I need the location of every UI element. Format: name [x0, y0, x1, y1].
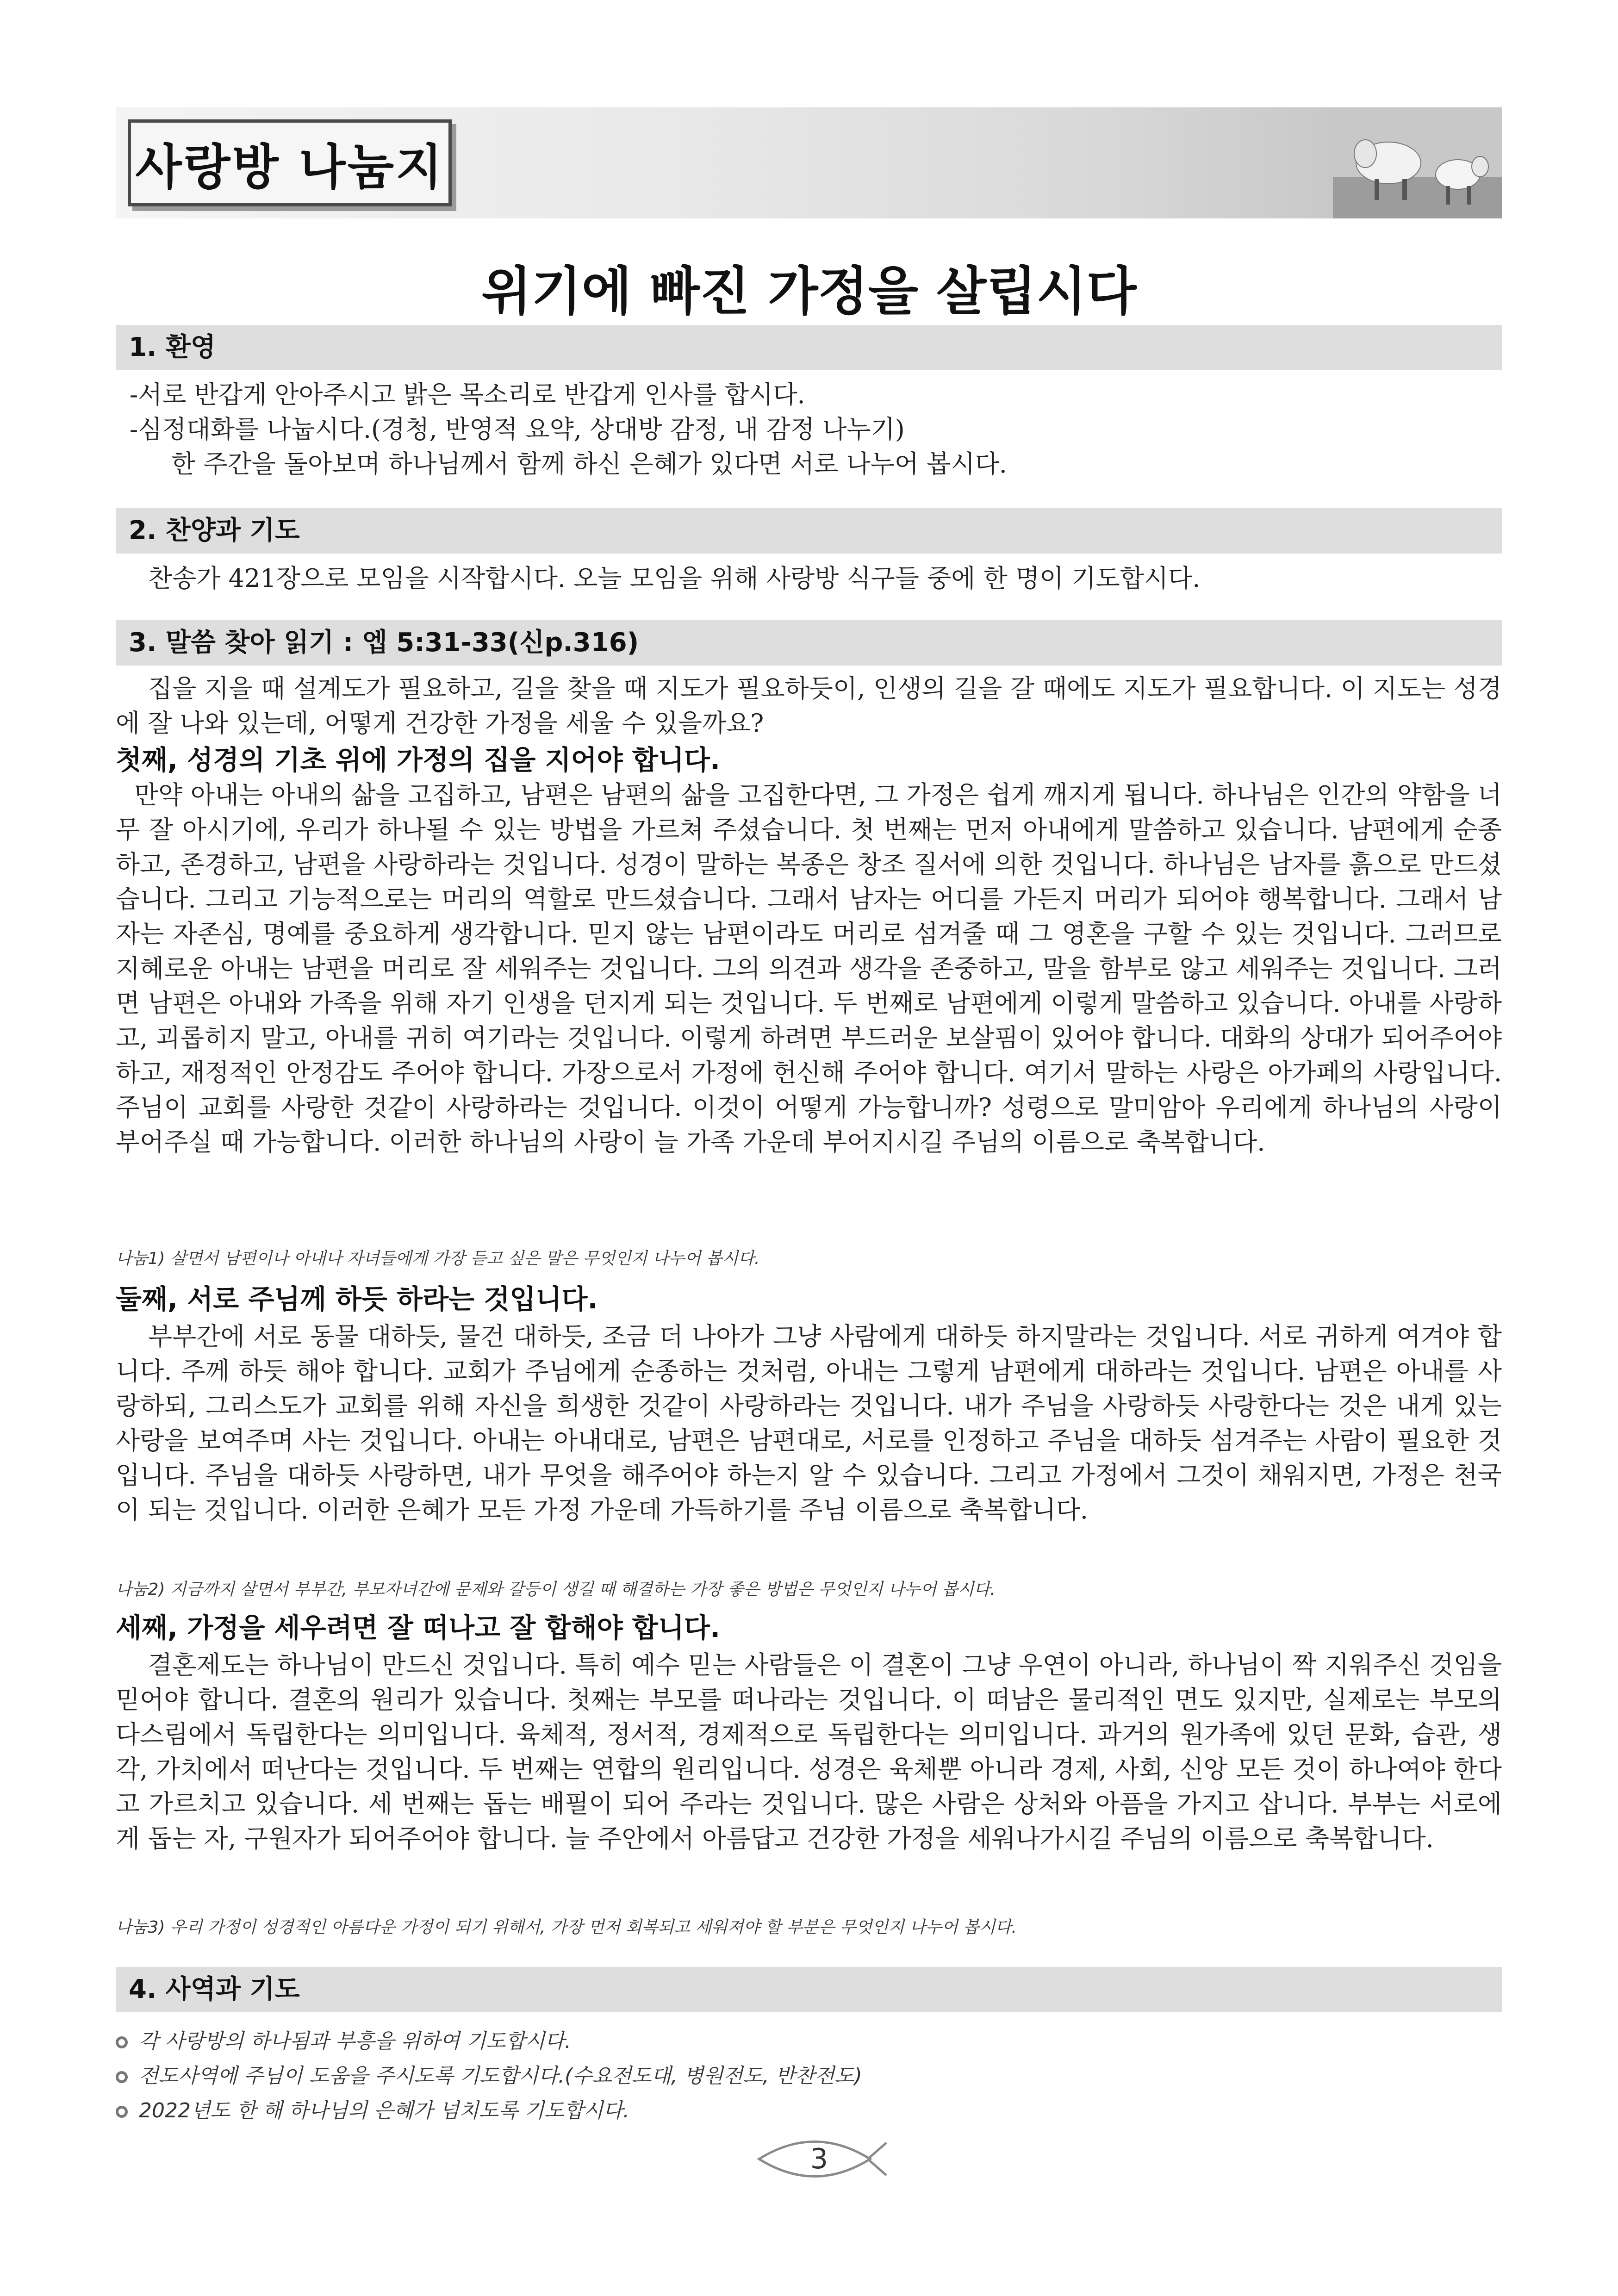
- point-1-title: 첫째, 성경의 기초 위에 가정의 집을 지어야 합니다.: [116, 744, 720, 776]
- point-2-text: 부부간에 서로 동물 대하듯, 물건 대하듯, 조금 더 나아가 그냥 사람에게 대하듯 하지말라는 것입니다. 서로 귀하게 여겨야 합니다. 주께 하듯 해야 합니다. 교회가 주님에게 순종하는 것처럼, 아내는 그렇게 남편에게 대하라는 것입니다. 남편은 아내를 사랑하되, 그리스도가 교회를 위해 자신을 희생한 것같이 사랑하라는 것입니다. 내가 주님을 사랑하듯 사랑한다는 것은 내게 있는 사랑을 보여주며 사는 것입니다. 아내는 아내대로, 남편은 남편대로, 서로를 인정하고 주님을 대하듯 섬겨주는 사람이 필요한 것입니다. 주님을 대하듯 사랑하면, 내가 무엇을 해주어야 하는지 알 수 있습니다. 그리고 가정에서 그것이 채워지면, 가정은 천국이 되는 것입니다. 이러한 은혜가 모든 가정 가운데 가득하기를 주님 이름으로 축복합니다.: [116, 1322, 1502, 1524]
- page-title: 위기에 빠진 가정을 살립시다: [481, 261, 1137, 322]
- point-3-text: 결혼제도는 하나님이 만드신 것입니다. 특히 예수 믿는 사람들은 이 결혼이 그냥 우연이 아니라, 하나님이 짝 지워주신 것임을 믿어야 합니다. 결혼의 원리가 있습니다. 첫째는 부모를 떠나라는 것입니다. 이 떠남은 물리적인 면도 있지만, 실제로는 부모의 다스림에서 독립한다는 의미입니다. 육체적, 정서적, 경제적으로 독립한다는 의미입니다. 과거의 원가족에 있던 문화, 습관, 생각, 가치에서 떠난다는 것입니다. 두 번째는 연합의 원리입니다. 성경은 육체뿐 아니라 경제, 사회, 신앙 모든 것이 하나여야 한다고 가르치고 있습니다. 세 번째는 돕는 배필이 되어 주라는 것입니다. 많은 사람은 상처와 아픔을 가지고 삽니다. 부부는 서로에게 돕는 자, 구원자가 되어주어야 합니다. 늘 주안에서 아름답고 건강한 가정을 세워나가시길 주님의 이름으로 축복합니다.: [116, 1650, 1502, 1853]
- sharing-question-3: 나눔3) 우리 가정이 성경적인 아름다운 가정이 되기 위해서, 가장 먼저 회복되고 세워져야 할 부분은 무엇인지 나누어 봅시다.: [116, 1918, 1017, 1937]
- welcome-line-3: 한 주간을 돌아보며 하나님께서 함께 하신 은혜가 있다면 서로 나누어 봅시다.: [171, 449, 1007, 479]
- sharing-question-1: 나눔1) 살면서 남편이나 아내나 자녀들에게 가장 듣고 싶은 말은 무엇인지 나누어 봅시다.: [116, 1249, 760, 1268]
- section-praise-heading: 2. 찬양과 기도: [116, 508, 1502, 554]
- prayer-item: 전도사역에 주님이 도움을 주시도록 기도합시다.(수요전도대, 병원전도, 반찬전도): [116, 2060, 1502, 2093]
- bullet-icon: [116, 2106, 128, 2118]
- bullet-icon: [116, 2036, 128, 2048]
- bullet-icon: [116, 2071, 128, 2083]
- prayer-item: 2022년도 한 해 하나님의 은혜가 넘치도록 기도합시다.: [116, 2094, 1502, 2128]
- welcome-line-2: -심정대화를 나눕시다.(경청, 반영적 요약, 상대방 감정, 내 감정 나누기): [130, 415, 905, 444]
- sheep-photo: [1333, 107, 1502, 218]
- sharing-question-2: 나눔2) 지금까지 살면서 부부간, 부모자녀간에 문제와 갈등이 생길 때 해결하는 가장 좋은 방법은 무엇인지 나누어 봅시다.: [116, 1580, 996, 1599]
- point-3-title: 세째, 가정을 세우려면 잘 떠나고 잘 합해야 합니다.: [116, 1612, 720, 1643]
- page-footer: [750, 2129, 889, 2189]
- point-1-text: 만약 아내는 아내의 삶을 고집하고, 남편은 남편의 삶을 고집한다면, 그 가정은 쉽게 깨지게 됩니다. 하나님은 인간의 약함을 너무 잘 아시기에, 우리가 하나될 수 있는 방법을 가르쳐 주셨습니다. 첫 번째는 먼저 아내에게 말씀하고 있습니다. 남편에게 순종하고, 존경하고, 남편을 사랑하라는 것입니다. 성경이 말하는 복종은 창조 질서에 의한 것입니다. 하나님은 남자를 흙으로 만드셨습니다. 그리고 기능적으로는 머리의 역할로 만드셨습니다. 그래서 남자는 어디를 가든지 머리가 되어야 행복합니다. 그래서 남자는 자존심, 명예를 중요하게 생각합니다. 믿지 않는 남편이라도 머리로 섬겨줄 때 그 영혼을 구할 수 있는 것입니다. 그러므로 지혜로운 아내는 남편을 머리로 잘 세워주는 것입니다. 그의 의견과 생각을 존중하고, 말을 함부로 않고 세워주는 것입니다. 그러면 남편은 아내와 가족을 위해 자기 인생을 던지게 되는 것입니다. 두 번째로 남편에게 이렇게 말씀하고 있습니다. 아내를 사랑하고, 괴롭히지 말고, 아내를 귀히 여기라는 것입니다. 이렇게 하려면 부드러운 보살핌이 있어야 합니다. 대화의 상대가 되어주어야 하고, 재정적인 안정감도 주어야 합니다. 가장으로서 가정에 헌신해 주어야 합니다. 여기서 말하는 사랑은 아가페의 사랑입니다. 주님이 교회를 사랑한 것같이 사랑하라는 것입니다. 이것이 어떻게 가능합니까? 성령으로 말미암아 우리에게 하나님의 사랑이 부어주실 때 가능합니다. 이러한 하나님의 사랑이 늘 가족 가운데 부어지시길 주님의 이름으로 축복합니다.: [116, 780, 1502, 1157]
- section-welcome-heading: 1. 환영: [116, 325, 1502, 370]
- section-ministry-heading: 4. 사역과 기도: [116, 1967, 1502, 2012]
- praise-text: 찬송가 421장으로 모임을 시작합시다. 오늘 모임을 위해 사랑방 식구들 중에 한 명이 기도합시다.: [148, 564, 1201, 593]
- section-scripture-heading: 3. 말씀 찾아 읽기 : 엡 5:31-33(신p.316): [116, 620, 1502, 666]
- point-2-title: 둘째, 서로 주님께 하듯 하라는 것입니다.: [116, 1283, 598, 1315]
- prayer-item: 각 사랑방의 하나됨과 부흥을 위하여 기도합시다.: [116, 2025, 1502, 2058]
- header-label-box: [128, 119, 452, 206]
- welcome-line-1: -서로 반갑게 안아주시고 밝은 목소리로 반갑게 인사를 합시다.: [130, 380, 805, 409]
- page-number: 3: [810, 2143, 828, 2175]
- header-label: 사랑방 나눔지: [135, 139, 444, 195]
- scripture-intro: 집을 지을 때 설계도가 필요하고, 길을 찾을 때 지도가 필요하듯이, 인생의 길을 갈 때에도 지도가 필요합니다. 이 지도는 성경에 잘 나와 있는데, 어떻게 건강한 가정을 세울 수 있을까요?: [116, 674, 1502, 738]
